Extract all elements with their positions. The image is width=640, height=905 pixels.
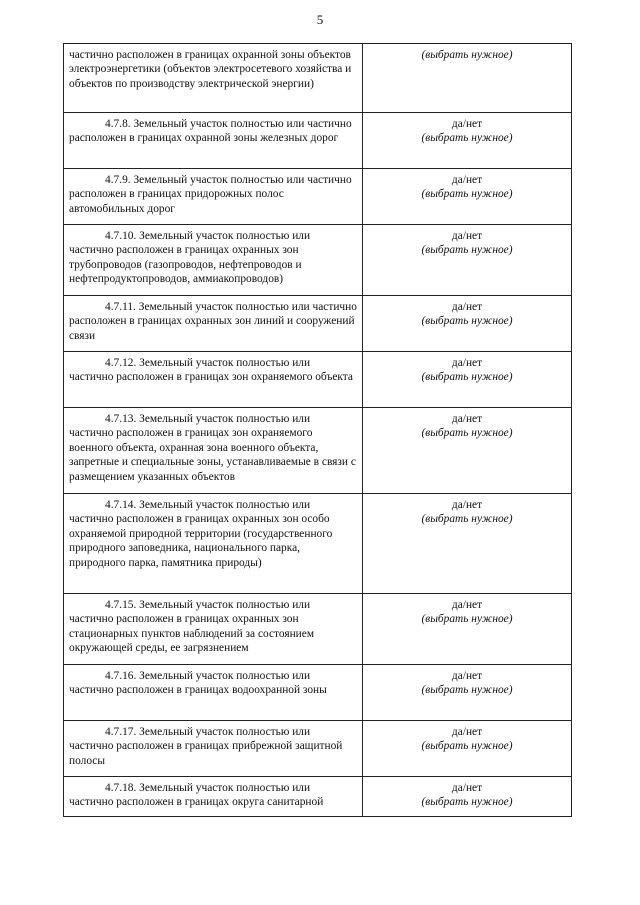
answer-cell [363,44,572,113]
answer-cell [363,721,572,777]
answer-hint: (выбрать нужное) [421,796,513,809]
question-text: 4.7.15. Земельный участок полностью или частично расположен в границах охранных зон стационарных пунктов наблюдений за состоянием окружающей среды, ее загрязнением [69,599,315,655]
table-row [64,169,572,225]
answer-hint: (выбрать нужное) [421,315,513,328]
answer-option: да/нет [451,174,483,186]
answer-option: да/нет [451,118,483,130]
question-text: 4.7.9. Земельный участок полностью или частично расположен в границах придорожных полос автомобильных дорог [69,174,352,215]
answer-option: да/нет [451,230,483,242]
question-cell [64,494,363,594]
table-row [64,665,572,721]
answer-cell [363,169,572,225]
answer-hint: (выбрать нужное) [421,427,513,440]
question-cell [64,113,363,169]
answer-cell [363,665,572,721]
answer-cell [363,777,572,817]
answer-option: да/нет [451,499,483,511]
answer-cell [363,494,572,594]
answer-option: да/нет [451,782,483,794]
table-row [64,296,572,352]
table-row [64,494,572,594]
answer-option: да/нет [451,413,483,425]
answer-cell [363,594,572,665]
table-row [64,225,572,296]
question-cell [64,352,363,408]
answer-hint: (выбрать нужное) [421,684,513,697]
question-cell [64,296,363,352]
question-text: 4.7.18. Земельный участок полностью или частично расположен в границах округа санитарной [69,782,324,809]
answer-hint: (выбрать нужное) [421,513,513,526]
answer-cell [363,352,572,408]
question-text: 4.7.10. Земельный участок полностью или частично расположен в границах охранных зон трубопроводов (газопроводов, нефтепроводов и нефтепродуктопроводов, аммиакопроводов) [69,230,311,286]
answer-option: да/нет [451,301,483,313]
answer-option: да/нет [451,599,483,611]
question-cell [64,777,363,817]
table-row [64,594,572,665]
table-row [64,777,572,817]
table-row [64,352,572,408]
question-text: 4.7.11. Земельный участок полностью или частично расположен в границах охранных зон линий и сооружений связи [69,301,357,342]
question-text: 4.7.17. Земельный участок полностью или частично расположен в границах прибрежной защитной полосы [69,726,343,767]
answer-hint: (выбрать нужное) [421,740,513,753]
question-cell [64,225,363,296]
question-cell [64,169,363,225]
answer-cell [363,225,572,296]
answer-cell [363,113,572,169]
question-cell [64,665,363,721]
question-text: 4.7.8. Земельный участок полностью или частично расположен в границах охранной зоны железных дорог [69,118,352,145]
answer-hint: (выбрать нужное) [421,244,513,257]
answer-hint: (выбрать нужное) [421,49,513,61]
question-text: 4.7.14. Земельный участок полностью или частично расположен в границах охранных зон особо охраняемой природной территории (государственного природного заповедника, национального парка, природного парка, памятника природы) [69,499,333,569]
answer-option: да/нет [451,357,483,369]
answer-hint: (выбрать нужное) [421,613,513,626]
question-text: 4.7.12. Земельный участок полностью или частично расположен в границах зон охраняемого объекта [69,357,353,384]
land-plot-questionnaire-table [63,43,572,817]
table-row [64,113,572,169]
answer-cell [363,296,572,352]
answer-cell [363,408,572,494]
table-row [64,721,572,777]
question-cell [64,408,363,494]
question-cell [64,44,363,113]
answer-hint: (выбрать нужное) [421,132,513,145]
answer-hint: (выбрать нужное) [421,371,513,384]
answer-option: да/нет [451,726,483,738]
table-row [64,408,572,494]
question-cell [64,721,363,777]
table-row [64,44,572,113]
question-text: 4.7.13. Земельный участок полностью или частично расположен в границах зон охраняемого военного объекта, охранная зона военного объекта, запретные и специальные зоны, устанавливаемые в связи с размещением указанных объектов [69,413,356,483]
question-text: частично расположен в границах охранной зоны объектов электроэнергетики (объектов электросетевого хозяйства и объектов по производству электрической энергии) [69,49,352,90]
answer-option: да/нет [451,670,483,682]
page-number: 5 [316,12,324,27]
question-text: 4.7.16. Земельный участок полностью или частично расположен в границах водоохранной зоны [69,670,327,697]
answer-hint: (выбрать нужное) [421,188,513,201]
question-cell [64,594,363,665]
